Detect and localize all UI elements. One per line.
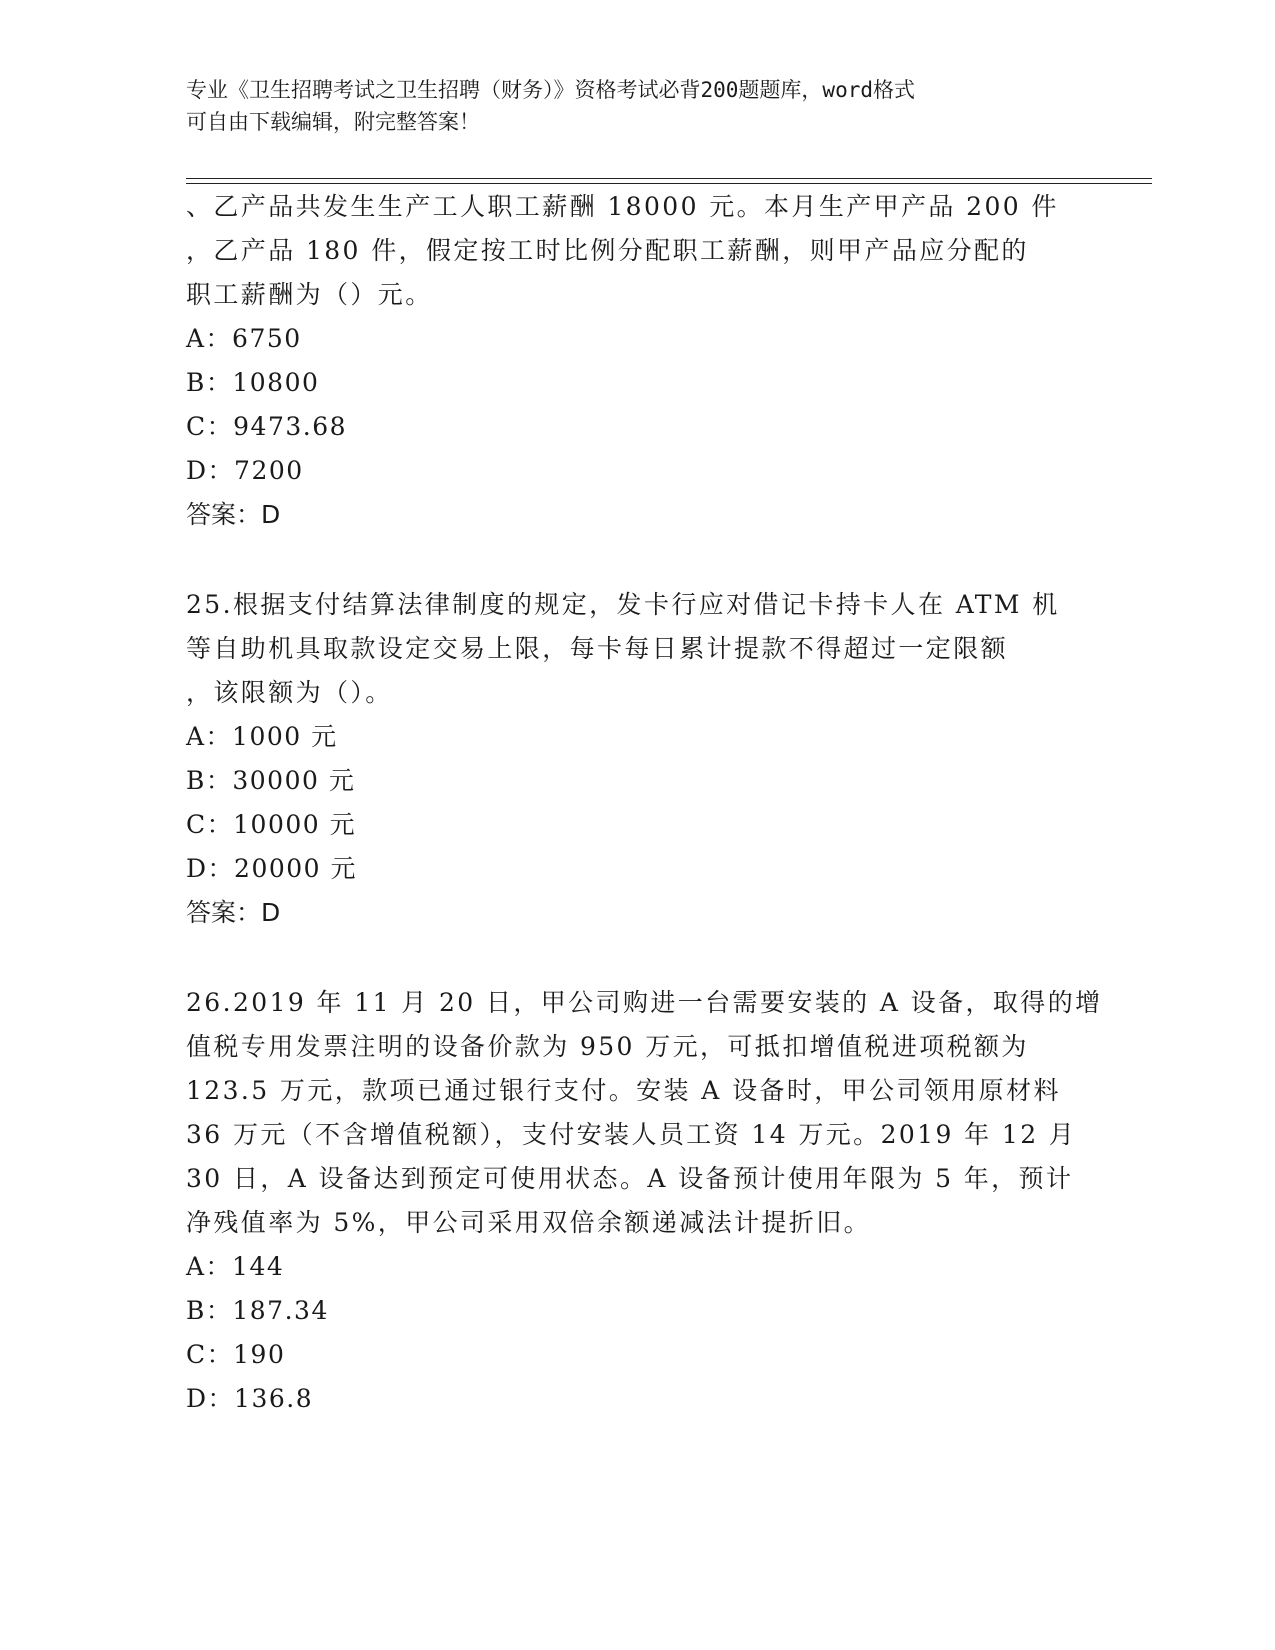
question-26-line-4: 36 万元（不含增值税额），支付安装人员工资 14 万元。2019 年 12 月 xyxy=(186,1120,1077,1149)
header-divider-bottom xyxy=(186,183,1152,184)
question-25-option-c: C：10000 元 xyxy=(186,810,357,839)
question-26-option-d: D：136.8 xyxy=(186,1384,314,1413)
header-line-1: 专业《卫生招聘考试之卫生招聘（财务）》资格考试必背200题题库，word格式 xyxy=(186,78,915,102)
question-24-option-a: A：6750 xyxy=(186,324,302,353)
question-26-line-1: 26.2019 年 11 月 20 日，甲公司购进一台需要安装的 A 设备，取得的增 xyxy=(186,988,1103,1017)
question-26-option-b: B：187.34 xyxy=(186,1296,329,1325)
question-24-answer: 答案：D xyxy=(186,500,281,529)
question-24-option-d: D：7200 xyxy=(186,456,304,485)
question-24-line-1: 、乙产品共发生生产工人职工薪酬 18000 元。本月生产甲产品 200 件 xyxy=(186,192,1059,221)
question-24-line-3: 职工薪酬为（）元。 xyxy=(186,280,433,309)
document-header xyxy=(186,74,1086,138)
question-25-option-d: D：20000 元 xyxy=(186,854,358,883)
question-24-line-2: ，乙产品 180 件，假定按工时比例分配职工薪酬，则甲产品应分配的 xyxy=(186,236,1029,265)
question-25-option-a: A：1000 元 xyxy=(186,722,338,751)
question-25-line-1: 25.根据支付结算法律制度的规定，发卡行应对借记卡持卡人在 ATM 机 xyxy=(186,590,1060,619)
question-25-option-b: B：30000 元 xyxy=(186,766,356,795)
question-26-line-2: 值税专用发票注明的设备价款为 950 万元，可抵扣增值税进项税额为 xyxy=(186,1032,1029,1061)
question-26-line-6: 净残值率为 5%，甲公司采用双倍余额递减法计提折旧。 xyxy=(186,1208,872,1237)
question-25-line-3: ，该限额为（）。 xyxy=(186,678,393,707)
header-line-2: 可自由下载编辑，附完整答案！ xyxy=(186,110,480,134)
question-26-option-c: C：190 xyxy=(186,1340,286,1369)
question-26-line-3: 123.5 万元，款项已通过银行支付。安装 A 设备时，甲公司领用原材料 xyxy=(186,1076,1061,1105)
question-25-line-2: 等自助机具取款设定交易上限，每卡每日累计提款不得超过一定限额 xyxy=(186,634,1009,663)
question-26-line-5: 30 日，A 设备达到预定可使用状态。A 设备预计使用年限为 5 年，预计 xyxy=(186,1164,1074,1193)
header-divider-top xyxy=(186,178,1152,179)
question-26-option-a: A：144 xyxy=(186,1252,285,1281)
question-25-answer: 答案：D xyxy=(186,898,281,927)
question-24-option-b: B：10800 xyxy=(186,368,320,397)
question-24-option-c: C：9473.68 xyxy=(186,412,348,441)
